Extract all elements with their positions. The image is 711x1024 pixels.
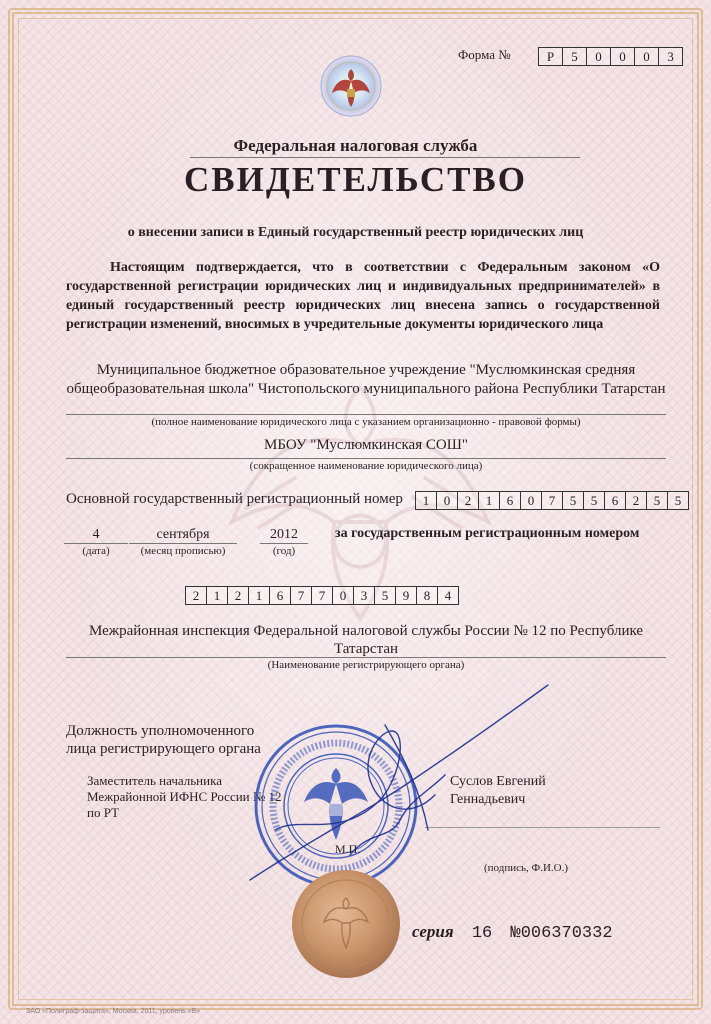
form-number-cell: 3 (658, 47, 683, 66)
divider (66, 458, 666, 459)
authority-caption: (Наименование регистрирующего органа) (267, 659, 465, 671)
body-paragraph: Настоящим подтверждается, что в соответствии с Федеральным законом «О государственной регистрации юридических лиц и индивидуальных предпринимателей» в единый государственный реестр юридических лиц внесена запись о государственной регистрации изменений, вносимых в учредительные документы юридического лица (66, 260, 660, 332)
entity-full-name-caption: (полное наименование юридического лица с указанием организационно - правовой формы) (151, 416, 581, 428)
ogrn-digit-cell: 1 (478, 491, 500, 510)
grn-digit-cell: 1 (248, 586, 270, 605)
divider (66, 414, 666, 415)
printer-footer: ЗАО «Полиграф-защита», Москва, 2011, уровень «В» (26, 1008, 201, 1015)
form-number-cells (539, 47, 683, 66)
ogrn-digit-cell: 5 (583, 491, 605, 510)
emblem-hologram-icon (320, 55, 382, 117)
gold-seal-icon (290, 868, 402, 980)
agency-name: Федеральная налоговая служба (233, 136, 478, 155)
date-year-caption: (год) (272, 545, 296, 557)
signature-caption: (подпись, Ф.И.О.) (484, 862, 568, 874)
ogrn-digit-cell: 6 (499, 491, 521, 510)
grn-digit-cell: 2 (185, 586, 207, 605)
series-number (412, 922, 613, 943)
form-number-cell: 0 (586, 47, 611, 66)
date-day: 4 (92, 527, 100, 542)
date-month-caption: (месяц прописью) (140, 545, 226, 557)
grn-digit-cell: 7 (311, 586, 333, 605)
ogrn-digit-cell: 0 (520, 491, 542, 510)
grn-digit-cell: 1 (206, 586, 228, 605)
ogrn-digit-cell: 2 (625, 491, 647, 510)
grn-digit-cell: 9 (395, 586, 417, 605)
date-month: сентября (156, 527, 210, 542)
registration-phrase: за государственным регистрационным номером (335, 526, 640, 541)
form-number-cell: Р (538, 47, 563, 66)
divider (66, 657, 666, 658)
divider (190, 157, 580, 158)
series-label: серия (412, 922, 454, 941)
ogrn-digit-cell: 5 (646, 491, 668, 510)
authority-name: Межрайонная инспекция Федеральной налоговой службы России № 12 по Республике Татарстан (88, 623, 644, 657)
grn-digit-cell: 2 (227, 586, 249, 605)
grn-digit-cell: 7 (290, 586, 312, 605)
divider (64, 543, 128, 544)
grn-digit-cell: 8 (416, 586, 438, 605)
signatory-name: Суслов Евгений Геннадьевич (450, 774, 546, 807)
entity-short-name: МБОУ "Муслюмкинская СОШ" (264, 437, 468, 453)
grn-digit-cell: 5 (374, 586, 396, 605)
date-day-caption: (дата) (82, 545, 110, 557)
entity-short-name-caption: (сокращенное наименование юридического лица) (249, 460, 483, 472)
grn-digit-cell: 4 (437, 586, 459, 605)
ogrn-digit-cell: 6 (604, 491, 626, 510)
grn-digit-cell: 0 (332, 586, 354, 605)
form-number-cell: 5 (562, 47, 587, 66)
form-number-cell: 0 (610, 47, 635, 66)
stamp-place-label: М.П. (335, 842, 361, 856)
grn-number-cells (186, 586, 459, 605)
signatory-position: Заместитель начальника Межрайонной ИФНС России № 12 по РТ (87, 773, 282, 820)
ogrn-digit-cell: 1 (415, 491, 437, 510)
certificate-number: №006370332 (510, 924, 613, 943)
document-title: СВИДЕТЕЛЬСТВО (183, 160, 528, 199)
ogrn-label: Основной государственный регистрационный номер (66, 491, 403, 507)
handwritten-signature-icon (230, 680, 560, 890)
grn-digit-cell: 3 (353, 586, 375, 605)
position-caption: Должность уполномоченного лица регистрирующего органа (66, 723, 261, 757)
entity-full-name: Муниципальное бюджетное образовательное учреждение "Муслюмкинская средняя общеобразовательная школа" Чистопольского муниципального района Республики Татарстан (66, 362, 666, 397)
form-number-cell: 0 (634, 47, 659, 66)
ogrn-digit-cell: 0 (436, 491, 458, 510)
ogrn-digit-cell: 5 (562, 491, 584, 510)
document-subtitle: о внесении записи в Единый государственный реестр юридических лиц (127, 225, 584, 240)
ogrn-digit-cell: 5 (667, 491, 689, 510)
ogrn-number-cells (416, 491, 689, 510)
divider (129, 543, 237, 544)
form-number-label: Форма № (458, 47, 511, 62)
ogrn-digit-cell: 2 (457, 491, 479, 510)
divider (260, 543, 308, 544)
date-year: 2012 (270, 527, 298, 542)
grn-digit-cell: 6 (269, 586, 291, 605)
series-value: 16 (471, 924, 493, 943)
ogrn-digit-cell: 7 (541, 491, 563, 510)
